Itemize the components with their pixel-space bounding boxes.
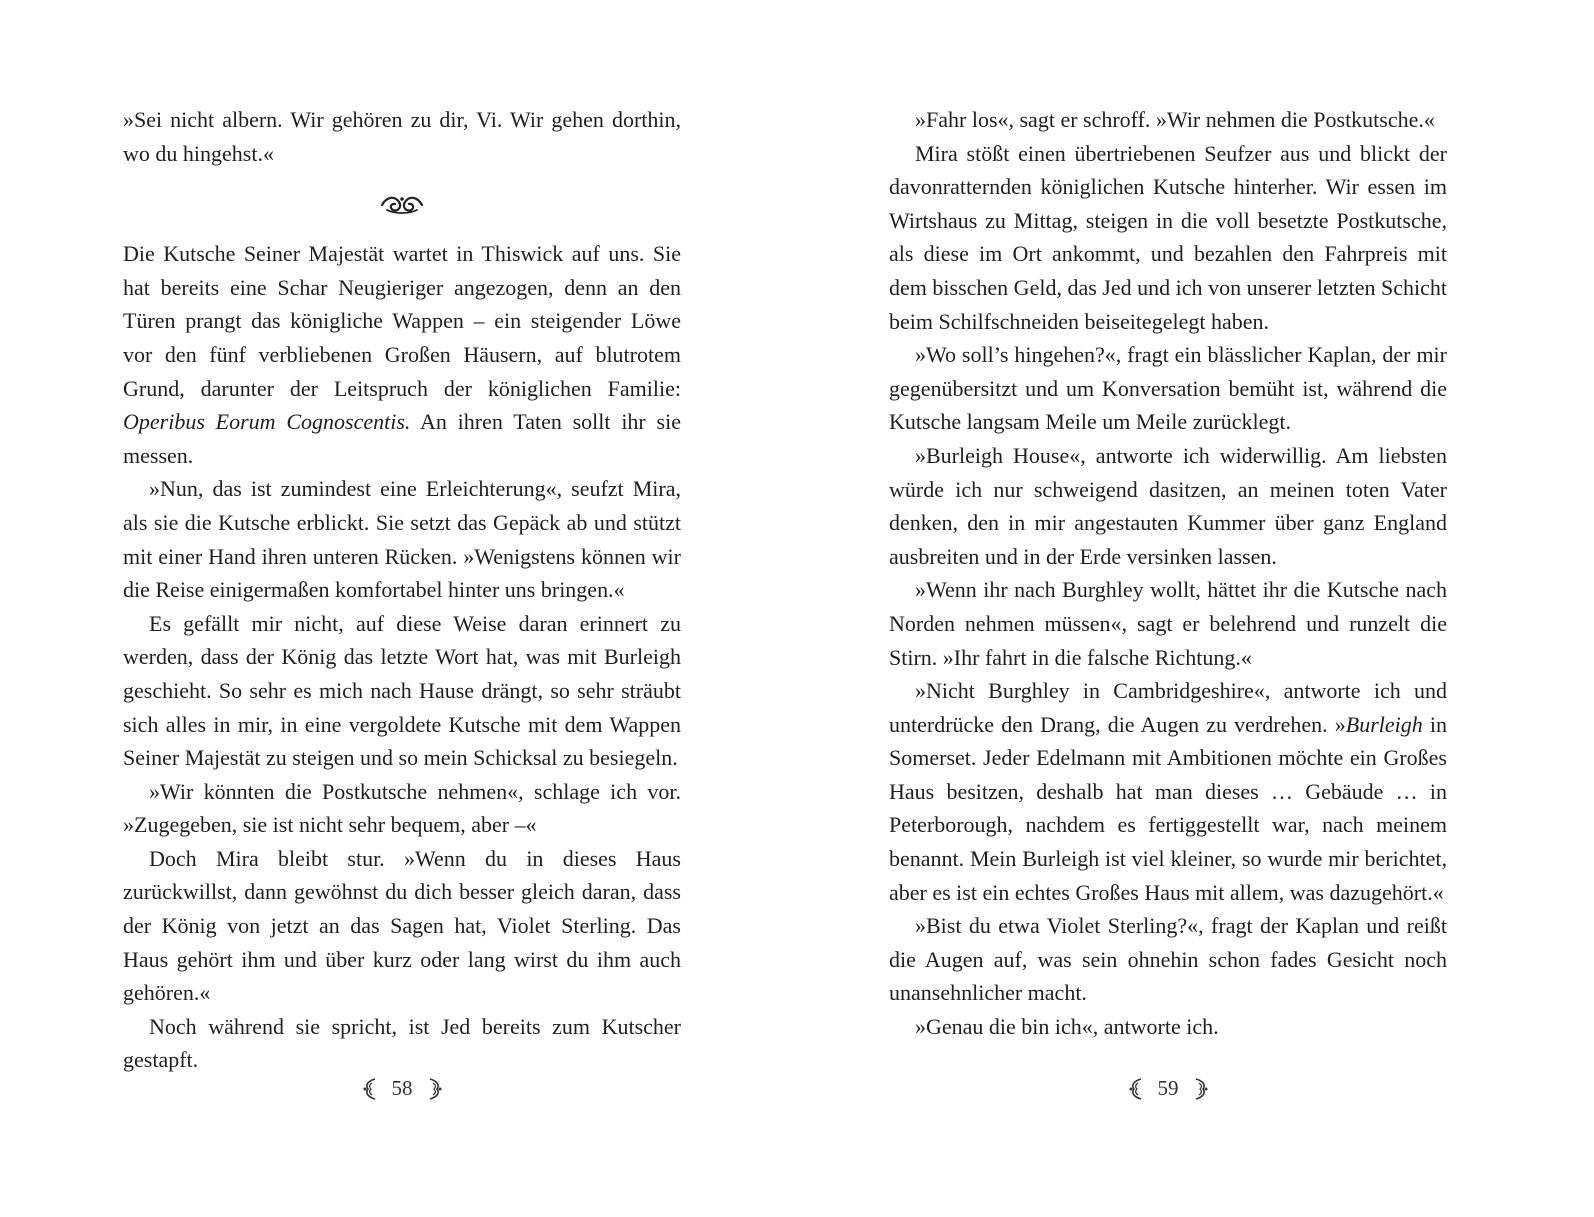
page-number: 58 bbox=[391, 1076, 413, 1100]
right-text-column bbox=[889, 103, 1447, 1044]
italic-motto: Operibus Eorum Cognoscentis. bbox=[123, 409, 411, 435]
paragraph: Die Kutsche Seiner Majestät wartet in Thiswick auf uns. Sie hat bereits eine Schar Neugieriger angezogen, denn an den Türen prangt das königliche Wappen – ein steigender Löwe vor den fünf verbliebenen Großen Häusern, auf blutrotem Grund, darunter der Leitspruch der königlichen Familie: Operibus Eorum Cognoscentis. An ihren Taten sollt ihr sie messen. bbox=[123, 241, 681, 468]
section-break bbox=[123, 170, 681, 237]
paragraph: »Nicht Burghley in Cambridgeshire«, antworte ich und unterdrücke den Drang, die Augen zu verdrehen. »Burleigh in Somerset. Jeder Edelmann mit Ambitionen möchte ein Großes Haus besitzen, deshalb hat man dieses … Gebäude … in Peterborough, nachdem es fertiggestellt war, nach meinem benannt. Mein Burleigh ist viel kleiner, so wurde mir berichtet, aber es ist ein echtes Großes Haus mit allem, was dazugehört.« bbox=[889, 678, 1447, 905]
paragraph: »Burleigh House«, antworte ich widerwillig. Am liebsten würde ich nur schweigend dasitzen, an meinen toten Vater denken, den in mir angestauten Kummer über ganz England ausbreiten und in der Erde versinken lassen. bbox=[889, 442, 1447, 569]
folio-flourish-right-icon bbox=[1193, 1077, 1209, 1101]
paragraph: »Wenn ihr nach Burghley wollt, hättet ihr die Kutsche nach Norden nehmen müssen«, sagt er belehrend und runzelt die Stirn. »Ihr fahrt in die falsche Richtung.« bbox=[889, 577, 1447, 670]
folio-flourish-right-icon bbox=[427, 1077, 443, 1101]
page-number-right bbox=[889, 1076, 1447, 1101]
left-text-column bbox=[123, 103, 681, 1077]
ornament-icon bbox=[379, 193, 425, 215]
paragraph: Noch während sie spricht, ist Jed bereits zum Kutscher gestapft. bbox=[123, 1013, 681, 1073]
folio-flourish-left-icon bbox=[1128, 1077, 1144, 1101]
page-number-left bbox=[123, 1076, 681, 1101]
paragraph: Doch Mira bleibt stur. »Wenn du in dieses Haus zurückwillst, dann gewöhnst du dich besser gleich daran, dass der König von jetzt an das Sagen hat, Violet Sterling. Das Haus gehört ihm und über kurz oder lang wirst du ihm auch gehören.« bbox=[123, 845, 681, 1006]
right-page bbox=[797, 0, 1594, 1217]
paragraph: Mira stößt einen übertriebenen Seufzer aus und blickt der davonratternden königlichen Kutsche hinterher. Wir essen im Wirtshaus zu Mittag, steigen in die voll besetzte Postkutsche, als diese im Ort ankommt, und bezahlen den Fahrpreis mit dem bisschen Geld, das Jed und ich von unserer letzten Schicht beim Schilfschneiden beiseitegelegt haben. bbox=[889, 140, 1447, 334]
paragraph: »Bist du etwa Violet Sterling?«, fragt der Kaplan und reißt die Augen auf, was sein ohnehin schon fades Gesicht noch unansehnlicher macht. bbox=[889, 913, 1447, 1006]
paragraph: »Wir könnten die Postkutsche nehmen«, schlage ich vor. »Zugegeben, sie ist nicht sehr bequem, aber –« bbox=[123, 778, 681, 838]
italic-name: Burleigh bbox=[1345, 711, 1423, 737]
page-number: 59 bbox=[1157, 1076, 1179, 1100]
paragraph: Es gefällt mir nicht, auf diese Weise daran erinnert zu werden, dass der König das letzte Wort hat, was mit Burleigh geschieht. So sehr es mich nach Hause drängt, so sehr sträubt sich alles in mir, in eine vergoldete Kutsche mit dem Wappen Seiner Majestät zu steigen und so mein Schicksal zu besiegeln. bbox=[123, 610, 681, 771]
paragraph: »Sei nicht albern. Wir gehören zu dir, Vi. Wir gehen dorthin, wo du hingehst.« bbox=[123, 107, 681, 166]
paragraph: »Genau die bin ich«, antworte ich. bbox=[915, 1014, 1219, 1040]
folio-flourish-left-icon bbox=[362, 1077, 378, 1101]
paragraph: »Wo soll’s hingehen?«, fragt ein blässlicher Kaplan, der mir gegenübersitzt und um Konversation bemüht ist, während die Kutsche langsam Meile um Meile zurücklegt. bbox=[889, 342, 1447, 435]
paragraph: »Nun, das ist zumindest eine Erleichterung«, seufzt Mira, als sie die Kutsche erblickt. Sie setzt das Gepäck ab und stützt mit einer Hand ihren unteren Rücken. »Wenigstens können wir die Reise einigermaßen komfortabel hinter uns bringen.« bbox=[123, 476, 681, 603]
paragraph: »Fahr los«, sagt er schroff. »Wir nehmen die Postkutsche.« bbox=[915, 107, 1435, 132]
